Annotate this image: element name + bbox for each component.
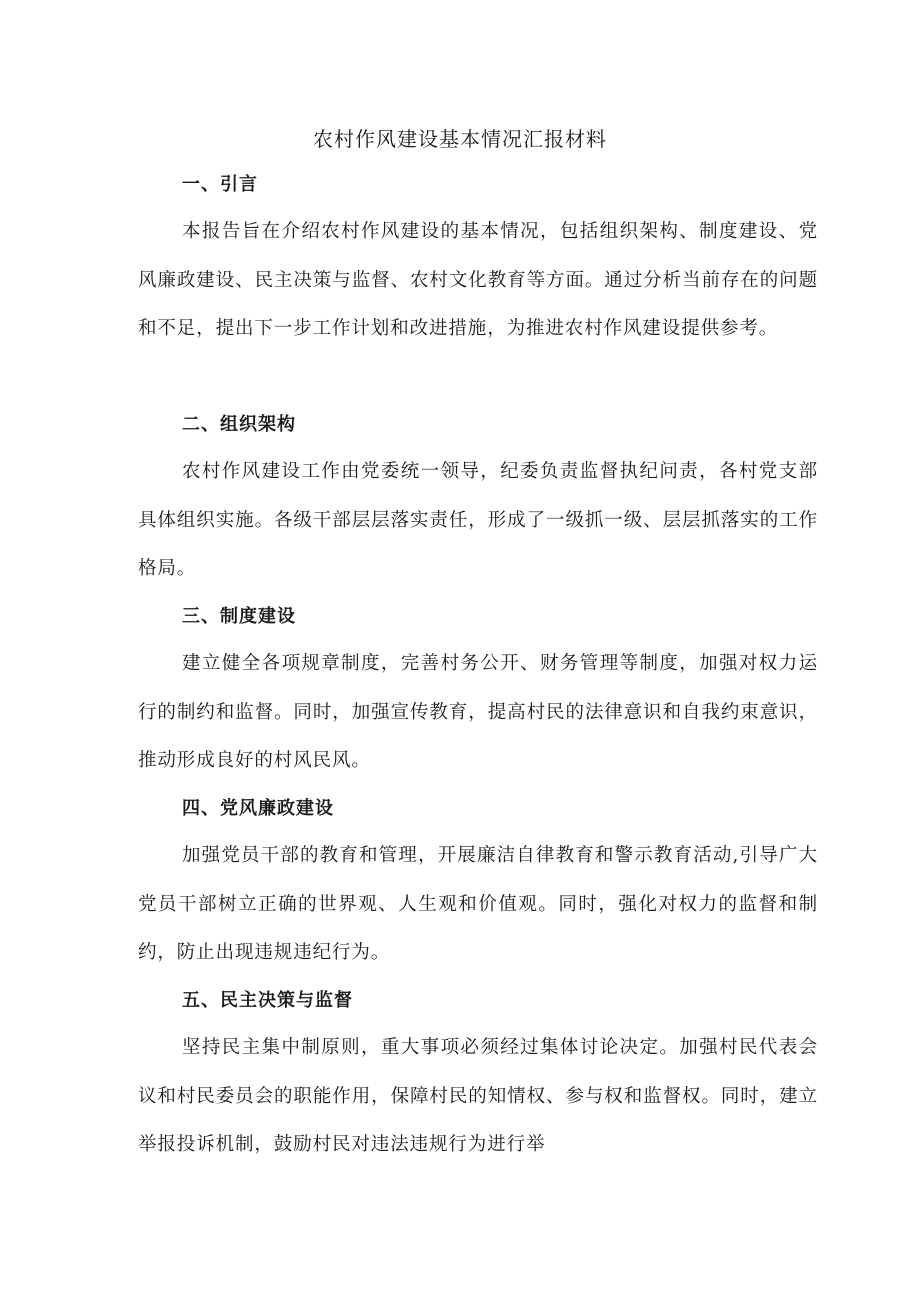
section-body-integrity: 加强党员干部的教育和管理，开展廉洁自律教育和警示教育活动,引导广大党员干部树立正确的世界观、人生观和价值观。同时，强化对权力的监督和制约，防止出现违规违纪行为。 xyxy=(138,845,818,964)
section-heading-organization: 二、组织架构 xyxy=(182,414,296,435)
section-body-intro: 本报告旨在介绍农村作风建设的基本情况，包括组织架构、制度建设、党风廉政建设、民主决策与监督、农村文化教育等方面。通过分析当前存在的问题和不足，提出下一步工作计划和改进措施，为推进农村作风建设提供参考。 xyxy=(138,221,818,340)
section-heading-democracy: 五、民主决策与监督 xyxy=(182,990,353,1011)
section-heading-institution: 三、制度建设 xyxy=(182,606,296,627)
section-heading-integrity: 四、党风廉政建设 xyxy=(182,798,334,819)
section-body-institution: 建立健全各项规章制度，完善村务公开、财务管理等制度，加强对权力运行的制约和监督。同时，加强宣传教育，提高村民的法律意识和自我约束意识，推动形成良好的村风民风。 xyxy=(138,653,818,772)
section-body-organization: 农村作风建设工作由党委统一领导，纪委负责监督执纪问责，各村党支部具体组织实施。各级干部层层落实责任，形成了一级抓一级、层层抓落实的工作格局。 xyxy=(138,461,818,580)
section-body-democracy: 坚持民主集中制原则，重大事项必须经过集体讨论决定。加强村民代表会议和村民委员会的职能作用，保障村民的知情权、参与权和监督权。同时，建立举报投诉机制，鼓励村民对违法违规行为进行举 xyxy=(138,1037,818,1156)
document-title: 农村作风建设基本情况汇报材料 xyxy=(313,127,607,151)
section-heading-intro: 一、引言 xyxy=(182,174,258,195)
